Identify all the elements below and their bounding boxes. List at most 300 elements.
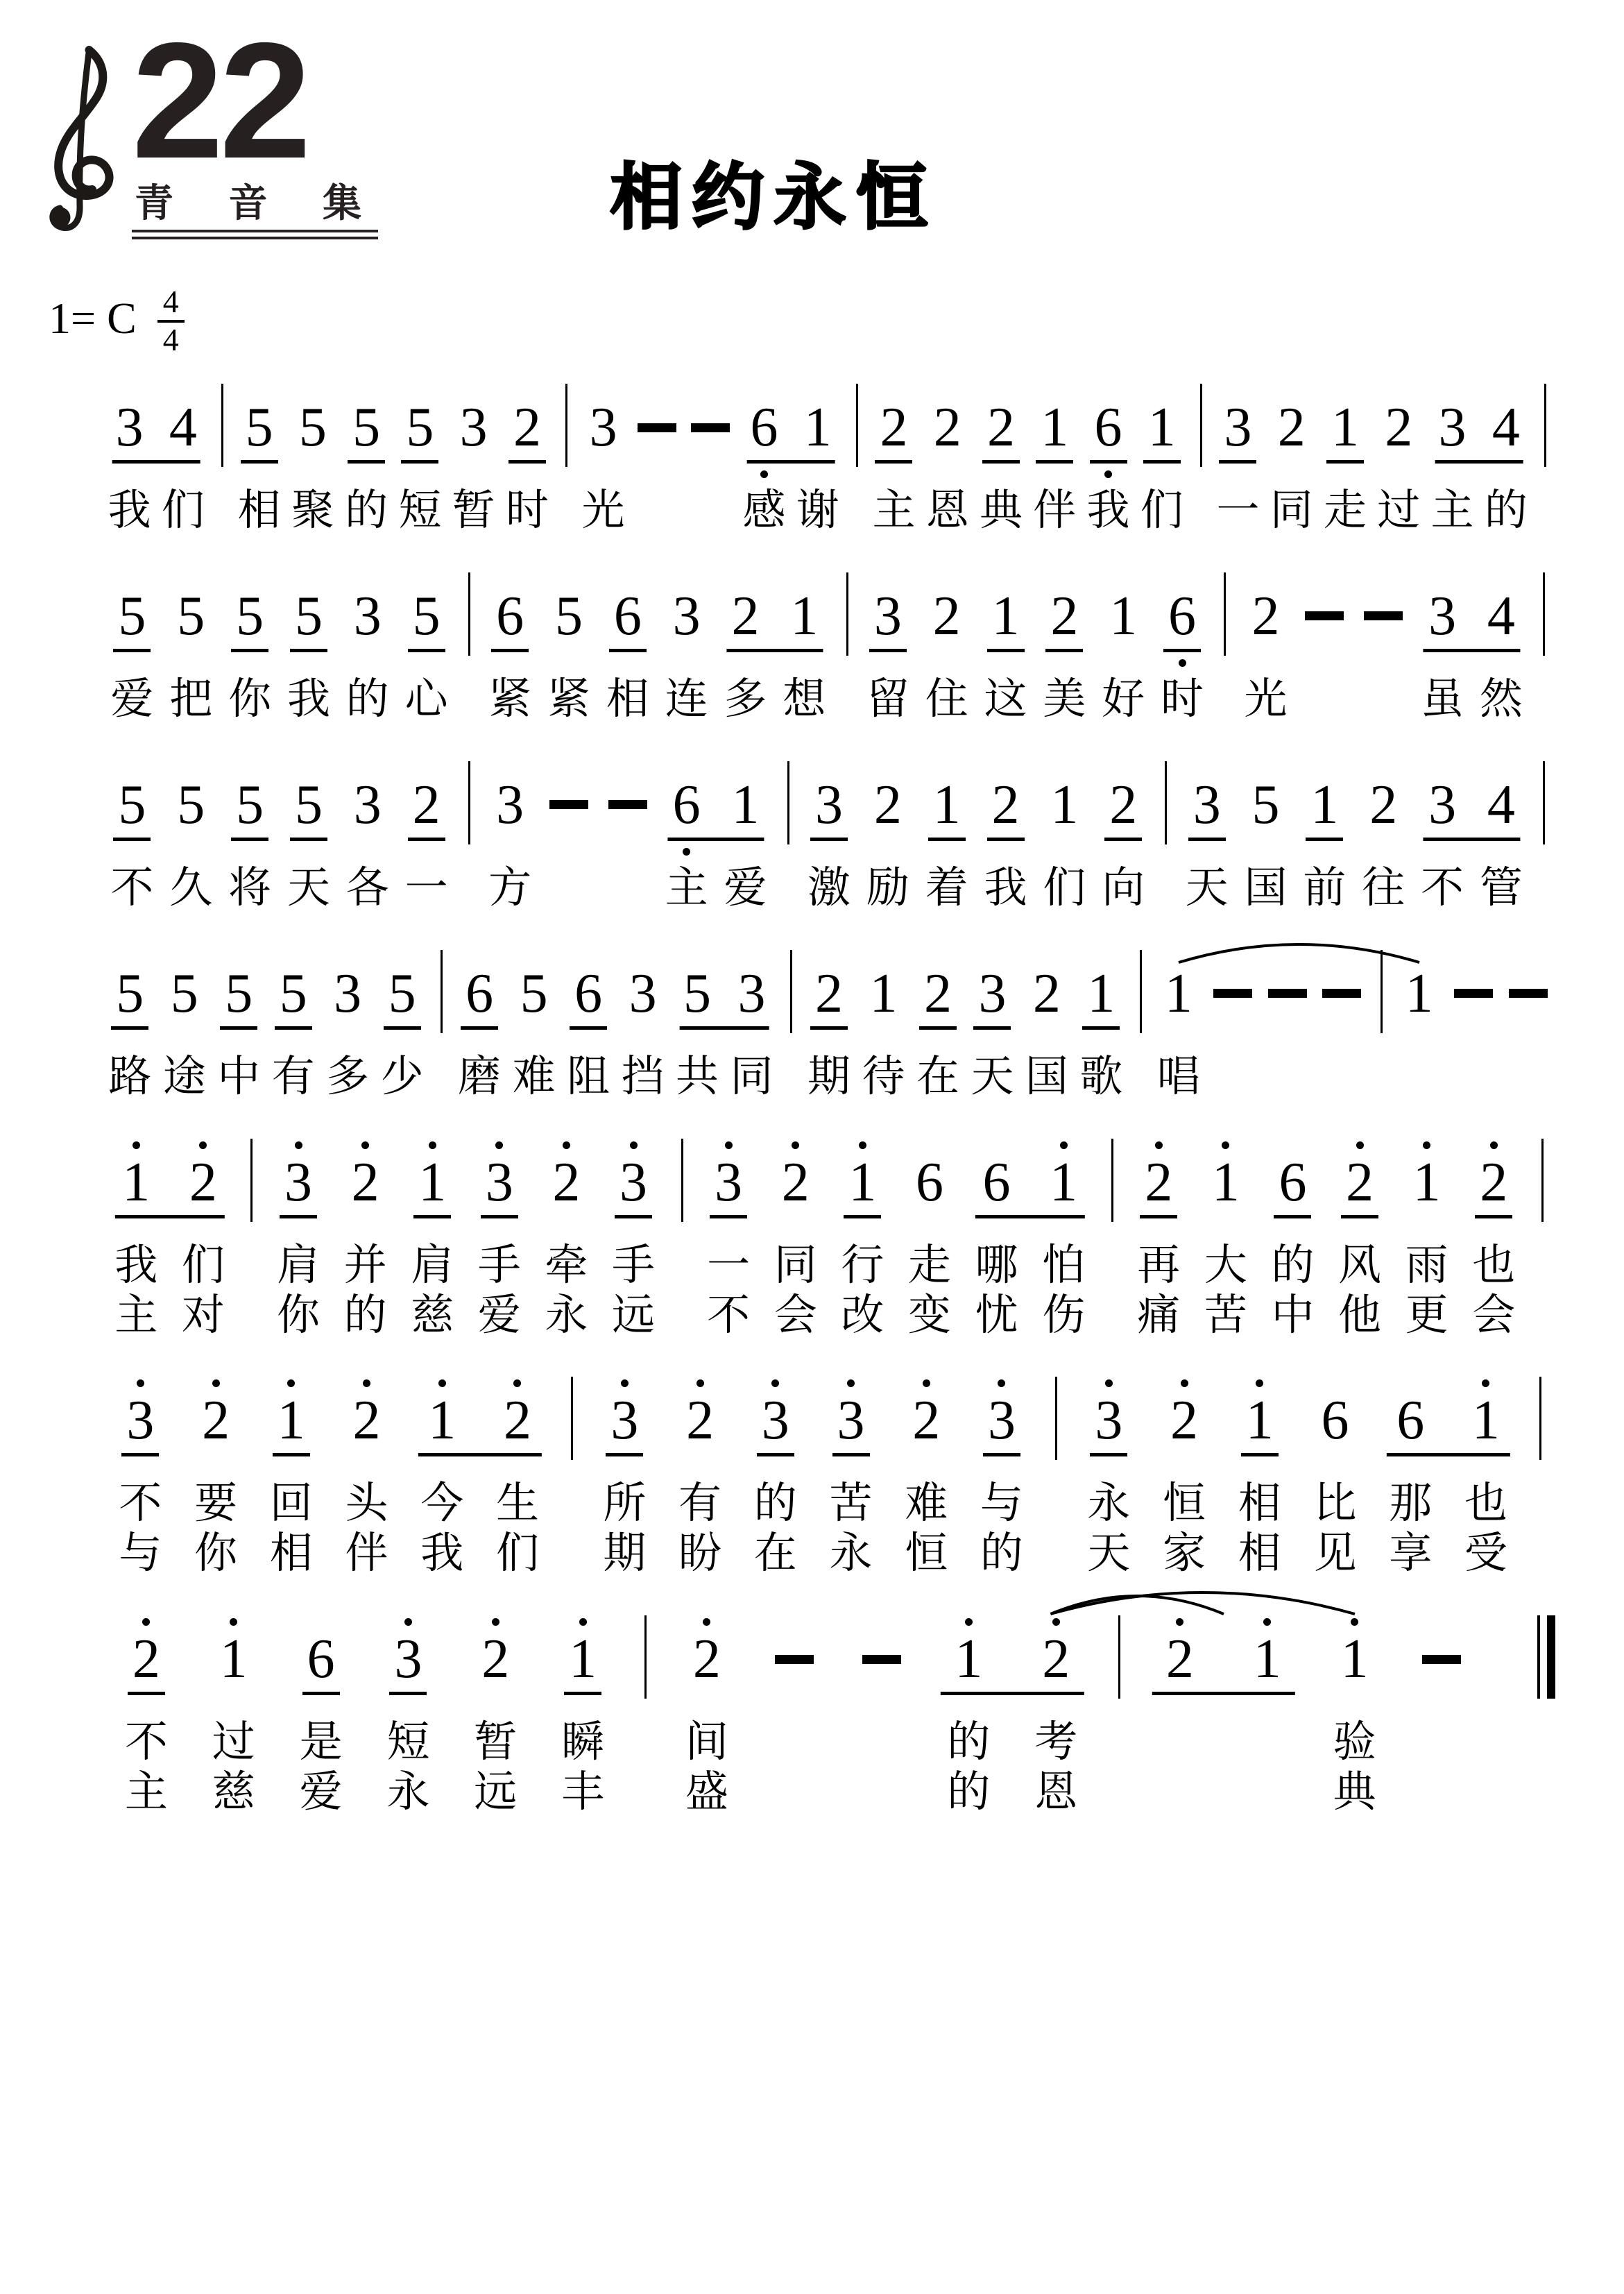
lyric-syllable: 们 xyxy=(1043,861,1086,912)
octave-dot-above xyxy=(998,1379,1005,1387)
eighth-underline xyxy=(987,838,1025,841)
lyric-syllable: 永 xyxy=(1087,1477,1131,1529)
lyrics-row xyxy=(103,1767,1555,1817)
note-digit: 1 xyxy=(803,397,832,458)
note-digit: 4 xyxy=(1491,397,1520,458)
barline-stroke xyxy=(468,572,470,656)
note-digit: 3 xyxy=(1428,774,1457,835)
lyric-syllable: 那 xyxy=(1389,1477,1433,1529)
octave-dot-above xyxy=(230,1618,237,1626)
note xyxy=(332,1133,399,1234)
eighth-underline xyxy=(564,1692,601,1695)
beamed-notes xyxy=(103,1133,237,1234)
eighth-underline xyxy=(491,649,529,652)
lyric-syllable: 回 xyxy=(269,1477,313,1529)
lyric-syllable: 爱 xyxy=(724,861,767,912)
eighth-underline xyxy=(919,1026,957,1030)
note xyxy=(452,1610,539,1711)
note xyxy=(663,1371,738,1472)
lyric-syllable: 我 xyxy=(114,1239,158,1290)
lyric-syllable: 慈 xyxy=(411,1289,454,1340)
lyric-syllable: 暂 xyxy=(474,1716,518,1767)
eighth-underline xyxy=(1140,1215,1177,1218)
eighth-underline xyxy=(413,1215,451,1218)
octave-dot-above xyxy=(363,1379,370,1387)
note xyxy=(178,1371,254,1472)
notation-line xyxy=(103,756,1555,912)
note-digit: 2 xyxy=(986,397,1015,458)
lyric-syllable: 留 xyxy=(866,672,909,724)
note xyxy=(1236,756,1295,857)
duration-dash xyxy=(1260,944,1315,1046)
eighth-underline xyxy=(231,649,268,652)
note-digit: 2 xyxy=(132,1629,160,1690)
note xyxy=(1082,378,1135,479)
eighth-underline xyxy=(832,1453,870,1456)
note xyxy=(856,944,910,1046)
barline xyxy=(1369,944,1392,1046)
note xyxy=(663,1610,751,1711)
eighth-underline xyxy=(290,838,327,841)
duration-dash xyxy=(1454,989,1493,998)
lyric-syllable: 主 xyxy=(1430,484,1474,535)
barline xyxy=(554,378,576,479)
lyric-syllable: 前 xyxy=(1303,861,1347,912)
note xyxy=(162,756,221,857)
note-digit: 2 xyxy=(731,585,760,647)
notation-line xyxy=(103,1371,1555,1578)
note-digit: 1 xyxy=(932,774,961,835)
note-digit: 5 xyxy=(388,962,416,1024)
note-digit: 2 xyxy=(503,1390,531,1452)
note xyxy=(265,1133,332,1234)
octave-dot-above xyxy=(1155,1141,1163,1149)
barline-stroke xyxy=(1055,1377,1057,1460)
barline-stroke xyxy=(1200,384,1202,467)
eighth-beam xyxy=(747,460,835,464)
note-digit: 2 xyxy=(1050,585,1079,647)
note-digit: 5 xyxy=(118,585,146,647)
eighth-underline xyxy=(1082,1026,1120,1030)
octave-dot-above xyxy=(1423,1141,1430,1149)
lyric-syllable: 感 xyxy=(742,484,786,535)
eighth-underline xyxy=(113,649,151,652)
note-digit: 1 xyxy=(1164,962,1193,1024)
note xyxy=(533,1133,600,1234)
duration-dash xyxy=(684,378,737,479)
note xyxy=(889,1371,964,1472)
octave-dot-above xyxy=(579,1618,587,1626)
final-bar-thin xyxy=(1537,1615,1540,1699)
note-digit: 3 xyxy=(737,962,766,1024)
note xyxy=(397,756,456,857)
barline xyxy=(667,1133,695,1234)
note-digit: 3 xyxy=(619,1151,647,1213)
note-digit: 2 xyxy=(351,1151,379,1213)
lyric-syllable: 中 xyxy=(1271,1289,1315,1340)
barline xyxy=(1211,567,1236,668)
lyric-syllable: 有 xyxy=(678,1477,722,1529)
lyric-syllable: 一 xyxy=(1216,484,1260,535)
lyric-syllable: 走 xyxy=(1324,484,1367,535)
lyric-syllable: 天 xyxy=(971,1050,1014,1101)
lyric-syllable: 各 xyxy=(345,861,389,912)
note-digit: 1 xyxy=(1340,1629,1369,1690)
note-digit: 3 xyxy=(1438,397,1467,458)
octave-dot-above xyxy=(621,1379,629,1387)
note-digit: 3 xyxy=(115,397,144,458)
note-digit: 5 xyxy=(245,397,273,458)
duration-dash xyxy=(1206,944,1260,1046)
note-digit: 1 xyxy=(731,774,760,835)
lyric-syllable: 苦 xyxy=(1204,1289,1247,1340)
note-digit: 1 xyxy=(1147,397,1176,458)
note xyxy=(221,756,280,857)
lyric-syllable: 的 xyxy=(947,1766,991,1817)
lyric-syllable: 永 xyxy=(545,1289,588,1340)
note-digit: 2 xyxy=(781,1151,810,1213)
lyric-syllable: 对 xyxy=(181,1289,225,1340)
lyric-syllable: 盼 xyxy=(678,1527,722,1579)
lyric-syllable: 磨 xyxy=(458,1050,502,1101)
lyric-syllable: 恒 xyxy=(905,1527,948,1579)
eighth-underline xyxy=(302,1692,340,1695)
lyric-syllable: 久 xyxy=(169,861,213,912)
octave-dot-above xyxy=(199,1141,207,1149)
beamed-notes xyxy=(103,378,210,479)
duration-dash xyxy=(1315,944,1369,1046)
notes-row xyxy=(103,567,1555,668)
duration-dash xyxy=(1354,567,1413,668)
lyric-syllable: 远 xyxy=(611,1289,655,1340)
note xyxy=(587,1371,663,1472)
note-digit: 3 xyxy=(761,1390,789,1452)
note-digit: 1 xyxy=(1050,1151,1078,1213)
eighth-beam xyxy=(418,1453,541,1456)
eighth-underline xyxy=(1326,460,1364,464)
lyric-syllable: 短 xyxy=(386,1716,430,1767)
octave-dot-above xyxy=(1181,1379,1188,1387)
beamed-notes xyxy=(716,567,834,668)
note-digit: 3 xyxy=(1428,585,1457,647)
eighth-underline xyxy=(1090,1453,1127,1456)
note-digit: 2 xyxy=(933,397,961,458)
note xyxy=(1074,944,1128,1046)
note-digit: 2 xyxy=(1032,962,1061,1024)
duration-dash xyxy=(1295,567,1354,668)
duration-dash xyxy=(1399,1610,1486,1711)
note xyxy=(1153,567,1212,668)
note-digit: 2 xyxy=(873,774,902,835)
lyric-syllable: 难 xyxy=(905,1477,948,1529)
lyric-syllable: 歌 xyxy=(1079,1050,1123,1101)
lyric-syllable: 激 xyxy=(807,861,851,912)
lyrics-row xyxy=(103,1528,1555,1578)
note-digit: 3 xyxy=(353,585,382,647)
barline-stroke xyxy=(565,384,567,467)
note xyxy=(921,378,974,479)
note xyxy=(375,944,429,1046)
lyric-syllable: 方 xyxy=(488,861,532,912)
note-digit: 3 xyxy=(353,774,382,835)
beamed-notes xyxy=(925,1610,1100,1711)
lyric-syllable: 生 xyxy=(495,1477,539,1529)
lyric-syllable: 主 xyxy=(872,484,916,535)
note-digit: 1 xyxy=(1405,962,1433,1024)
note-digit: 3 xyxy=(987,1390,1016,1452)
barline-stroke xyxy=(221,384,223,467)
barline-stroke xyxy=(1543,761,1545,844)
lyric-syllable: 爱 xyxy=(477,1289,521,1340)
note-digit: 3 xyxy=(978,962,1007,1024)
lyrics-row xyxy=(103,1240,1555,1290)
duration-dash xyxy=(1422,1655,1461,1664)
note-digit: 1 xyxy=(1310,774,1339,835)
octave-dot-above xyxy=(630,1141,638,1149)
note-digit: 1 xyxy=(1412,1151,1441,1213)
barline xyxy=(1523,1371,1555,1472)
note-digit: 2 xyxy=(1480,1151,1508,1213)
lyric-syllable: 向 xyxy=(1102,861,1145,912)
notation-line xyxy=(103,378,1555,535)
note-digit: 1 xyxy=(219,1629,248,1690)
lyric-syllable: 也 xyxy=(1464,1477,1507,1529)
lyric-syllable: 不 xyxy=(110,861,154,912)
note-digit: 6 xyxy=(1094,397,1122,458)
note-digit: 6 xyxy=(982,1151,1011,1213)
duration-dash xyxy=(838,1610,925,1711)
meter-denominator: 4 xyxy=(162,321,179,357)
note-digit: 5 xyxy=(236,774,264,835)
lyric-syllable: 同 xyxy=(1270,484,1313,535)
note-digit: 2 xyxy=(1145,1151,1173,1213)
lyric-syllable: 相 xyxy=(1238,1527,1281,1579)
note xyxy=(695,1133,762,1234)
lyric-syllable: 想 xyxy=(783,672,826,724)
lyric-syllable: 一 xyxy=(404,861,448,912)
octave-dot-above xyxy=(513,1379,521,1387)
note xyxy=(800,756,859,857)
eighth-underline xyxy=(408,649,445,652)
duration-dash xyxy=(1322,989,1361,998)
note-digit: 1 xyxy=(790,585,819,647)
octave-dot-above xyxy=(1356,1141,1364,1149)
lyric-syllable: 我 xyxy=(984,861,1027,912)
lyric-syllable: 天 xyxy=(287,861,330,912)
lyric-syllable: 过 xyxy=(212,1716,255,1767)
note-digit: 1 xyxy=(869,962,898,1024)
barline xyxy=(1097,1133,1125,1234)
duration-dash xyxy=(598,756,657,857)
note-digit: 6 xyxy=(496,585,524,647)
note-digit: 2 xyxy=(352,1390,381,1452)
note xyxy=(280,567,339,668)
lyric-syllable: 紧 xyxy=(488,672,532,724)
lyrics-row xyxy=(103,1051,1555,1101)
lyric-syllable: 也 xyxy=(1472,1239,1516,1290)
lyric-syllable: 不 xyxy=(119,1477,162,1529)
lyric-syllable: 怕 xyxy=(1042,1239,1086,1290)
note-digit: 5 xyxy=(298,397,327,458)
note-digit: 2 xyxy=(814,962,843,1024)
note xyxy=(452,944,506,1046)
lyric-syllable: 暂 xyxy=(452,484,495,535)
note-digit: 3 xyxy=(873,585,902,647)
lyric-syllable: 主 xyxy=(114,1289,158,1340)
lyric-syllable: 少 xyxy=(380,1050,424,1101)
eighth-underline xyxy=(615,1215,652,1218)
note xyxy=(1326,1133,1394,1234)
eighth-underline xyxy=(461,1026,498,1030)
lyric-syllable: 并 xyxy=(343,1239,387,1290)
eighth-underline xyxy=(1104,838,1142,841)
note xyxy=(598,567,657,668)
notes-row xyxy=(103,1371,1555,1472)
note-digit: 5 xyxy=(279,962,307,1024)
lyric-syllable: 一 xyxy=(707,1239,751,1290)
octave-dot-above xyxy=(725,1141,733,1149)
barline-stroke xyxy=(846,572,848,656)
notes-row xyxy=(103,1133,1555,1234)
eighth-underline xyxy=(1219,460,1256,464)
barline xyxy=(555,1371,587,1472)
note xyxy=(280,756,339,857)
eighth-underline xyxy=(280,1215,317,1218)
eighth-underline xyxy=(844,1215,881,1218)
eighth-underline xyxy=(273,1453,310,1456)
barline xyxy=(1129,944,1152,1046)
note-digit: 2 xyxy=(1251,585,1280,647)
note-digit: 2 xyxy=(692,1629,721,1690)
note-digit: 2 xyxy=(1109,774,1138,835)
note-digit: 6 xyxy=(750,397,778,458)
lyric-syllable: 考 xyxy=(1034,1716,1078,1767)
eighth-underline xyxy=(384,1026,421,1030)
eighth-beam xyxy=(1386,1453,1510,1456)
eighth-underline xyxy=(220,1026,257,1030)
note-digit: 1 xyxy=(991,585,1020,647)
note-digit: 1 xyxy=(418,1151,447,1213)
lyric-syllable: 共 xyxy=(676,1050,719,1101)
eighth-beam xyxy=(1152,1692,1295,1695)
lyric-syllable: 待 xyxy=(862,1050,905,1101)
lyric-syllable: 期 xyxy=(807,1050,851,1101)
note-digit: 5 xyxy=(294,585,323,647)
lyric-syllable: 恩 xyxy=(1034,1766,1078,1817)
lyric-syllable: 们 xyxy=(181,1239,225,1290)
beamed-notes xyxy=(1413,567,1531,668)
lyric-syllable: 期 xyxy=(603,1527,647,1579)
lyric-syllable: 时 xyxy=(505,484,549,535)
barline-stroke xyxy=(1165,761,1167,844)
lyric-syllable: 聚 xyxy=(291,484,334,535)
eighth-underline xyxy=(113,838,151,841)
lyric-syllable: 间 xyxy=(685,1716,728,1767)
note xyxy=(813,1371,889,1472)
barline-stroke xyxy=(681,1139,683,1222)
lyric-syllable: 多 xyxy=(724,672,767,724)
note xyxy=(974,378,1027,479)
note-digit: 3 xyxy=(1224,397,1252,458)
eighth-beam xyxy=(680,1026,769,1030)
lyric-syllable: 手 xyxy=(477,1239,521,1290)
lyric-syllable: 会 xyxy=(773,1289,817,1340)
note xyxy=(1028,378,1082,479)
lyric-syllable: 痛 xyxy=(1137,1289,1181,1340)
note-digit: 1 xyxy=(1253,1629,1281,1690)
lyric-syllable: 励 xyxy=(866,861,909,912)
note xyxy=(1135,378,1188,479)
lyric-syllable: 与 xyxy=(980,1477,1023,1529)
note xyxy=(1392,944,1446,1046)
note-digit: 3 xyxy=(715,1151,743,1213)
lyric-syllable: 的 xyxy=(343,1289,387,1340)
note-digit: 3 xyxy=(629,962,657,1024)
barline xyxy=(1153,756,1178,857)
lyric-syllable: 你 xyxy=(277,1289,320,1340)
lyric-syllable: 肩 xyxy=(411,1239,454,1290)
lyric-syllable: 不 xyxy=(707,1289,751,1340)
note xyxy=(447,378,500,479)
note-digit: 5 xyxy=(294,774,323,835)
final-bar-thick xyxy=(1547,1615,1555,1699)
lyric-syllable: 的 xyxy=(947,1716,991,1767)
note xyxy=(976,567,1035,668)
notes-row xyxy=(103,1610,1555,1711)
octave-dot-above xyxy=(142,1618,150,1626)
note xyxy=(802,944,856,1046)
notation-line xyxy=(103,1610,1555,1817)
lyric-syllable: 苦 xyxy=(829,1477,873,1529)
barline-stroke xyxy=(1544,384,1546,467)
barline-stroke xyxy=(571,1377,573,1460)
note xyxy=(539,1610,626,1711)
note xyxy=(1020,944,1074,1046)
note xyxy=(1372,378,1426,479)
lyric-syllable: 往 xyxy=(1362,861,1405,912)
lyric-syllable: 相 xyxy=(269,1527,313,1579)
key-signature xyxy=(49,283,185,357)
note xyxy=(1318,378,1371,479)
octave-dot-above xyxy=(563,1141,570,1149)
note-digit: 3 xyxy=(672,585,701,647)
eighth-underline xyxy=(973,1026,1011,1030)
lyric-syllable: 相 xyxy=(606,672,649,724)
note-digit: 1 xyxy=(955,1629,983,1690)
eighth-underline xyxy=(1143,460,1181,464)
lyric-syllable: 他 xyxy=(1338,1289,1382,1340)
note xyxy=(103,1371,178,1472)
note-digit: 2 xyxy=(932,585,961,647)
lyric-syllable: 大 xyxy=(1204,1239,1247,1290)
lyric-syllable: 在 xyxy=(916,1050,959,1101)
barline-stroke xyxy=(1543,572,1545,656)
lyric-syllable: 今 xyxy=(420,1477,464,1529)
note xyxy=(858,567,917,668)
note xyxy=(858,756,917,857)
lyric-syllable: 住 xyxy=(925,672,968,724)
note xyxy=(393,378,447,479)
note-digit: 6 xyxy=(1168,585,1197,647)
duration-dash xyxy=(862,1655,901,1664)
lyric-syllable: 伴 xyxy=(345,1527,388,1579)
lyric-syllable: 见 xyxy=(1313,1527,1357,1579)
note xyxy=(340,378,393,479)
lyric-syllable: 受 xyxy=(1464,1527,1507,1579)
octave-dot-above xyxy=(771,1379,779,1387)
note-digit: 2 xyxy=(202,1390,230,1452)
duration-dash xyxy=(751,1610,838,1711)
